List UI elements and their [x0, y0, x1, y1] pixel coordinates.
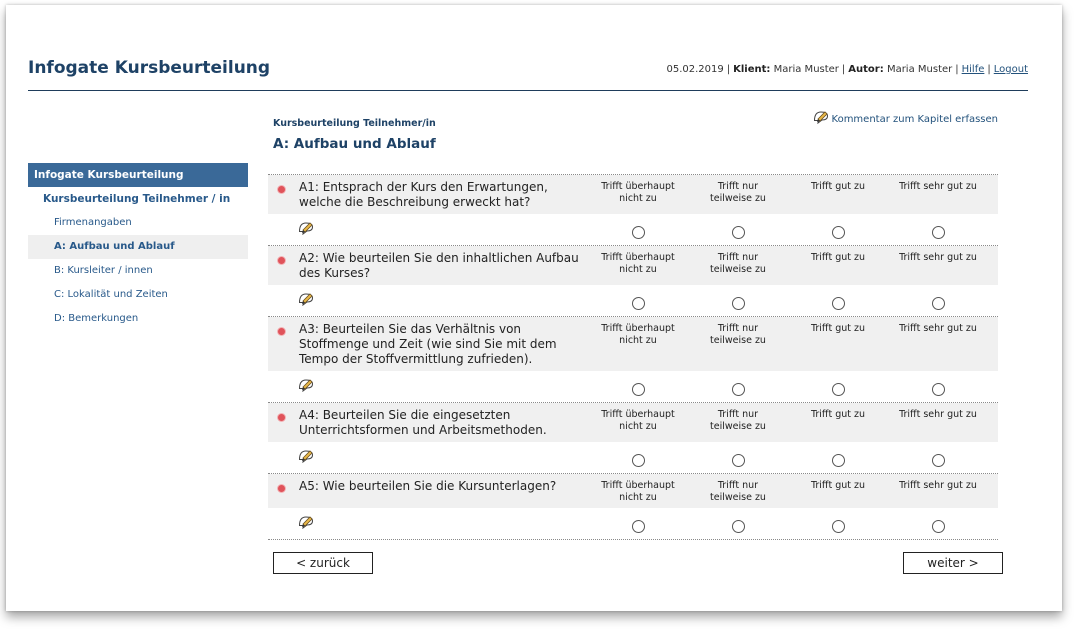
- rating-radio-1[interactable]: [632, 520, 645, 533]
- rating-radio-4[interactable]: [932, 454, 945, 467]
- comment-pencil-icon[interactable]: [298, 220, 315, 239]
- author-label: Autor:: [848, 64, 884, 75]
- rating-radio-3[interactable]: [832, 297, 845, 310]
- rating-radio-4[interactable]: [932, 520, 945, 533]
- rating-radio-3[interactable]: [832, 520, 845, 533]
- question-text-line: A4: Beurteilen Sie die eingesetzten: [299, 408, 511, 422]
- scale-label-1: Trifft überhaupt nicht zu: [601, 252, 675, 275]
- header: [28, 58, 1028, 91]
- scale-label-1: Trifft überhaupt nicht zu: [601, 323, 675, 346]
- scale-label-4: Trifft sehr gut zu: [899, 181, 977, 192]
- question-text-line: Unterrichtsformen und Arbeitsmethoden.: [299, 423, 547, 437]
- rating-radio-2[interactable]: [732, 383, 745, 396]
- question-a4: [268, 402, 998, 473]
- scale-label-2: Trifft nur teilweise zu: [710, 252, 766, 275]
- rating-radio-2[interactable]: [732, 226, 745, 239]
- client-name: Maria Muster: [773, 64, 839, 75]
- breadcrumb: Kursbeurteilung Teilnehmer/in: [273, 118, 436, 129]
- help-link[interactable]: Hilfe: [961, 64, 985, 75]
- required-bullet-icon: [278, 414, 285, 421]
- client-label: Klient:: [733, 64, 771, 75]
- question-a5: [268, 473, 998, 540]
- rating-radio-3[interactable]: [832, 383, 845, 396]
- rating-radio-1[interactable]: [632, 297, 645, 310]
- sidebar-item-bemerkungen[interactable]: D: Bemerkungen: [54, 313, 139, 324]
- comment-pencil-icon[interactable]: [298, 448, 315, 467]
- scale-label-2: Trifft nur teilweise zu: [710, 323, 766, 346]
- rating-radio-2[interactable]: [732, 454, 745, 467]
- app-title: Infogate Kursbeurteilung: [28, 58, 271, 78]
- scale-label-2: Trifft nur teilweise zu: [710, 181, 766, 204]
- sidebar-item-aufbau[interactable]: A: Aufbau und Ablauf: [28, 235, 248, 259]
- rating-radio-1[interactable]: [632, 383, 645, 396]
- rating-radio-4[interactable]: [932, 226, 945, 239]
- question-text-line: A5: Wie beurteilen Sie die Kursunterlagen?: [299, 479, 557, 493]
- sidebar-item-kursleiter[interactable]: B: Kursleiter / innen: [54, 265, 153, 276]
- required-bullet-icon: [278, 328, 285, 335]
- scale-label-4: Trifft sehr gut zu: [899, 480, 977, 491]
- logout-link[interactable]: Logout: [993, 64, 1028, 75]
- rating-radio-1[interactable]: [632, 226, 645, 239]
- top-info: 05.02.2019 | Klient: Maria Muster | Autor: Maria Muster | Hilfe | Logout: [666, 64, 1028, 75]
- chapter-comment-link[interactable]: [813, 110, 998, 127]
- sidebar-item-firmenangaben[interactable]: Firmenangaben: [54, 217, 132, 228]
- question-a2: [268, 245, 998, 316]
- chapter-comment-label: Kommentar zum Kapitel erfassen: [831, 114, 998, 125]
- scale-label-1: Trifft überhaupt nicht zu: [601, 480, 675, 503]
- question-text-line: Stoffmenge und Zeit (wie sind Sie mit dem: [299, 337, 557, 351]
- rating-radio-3[interactable]: [832, 454, 845, 467]
- author-name: Maria Muster: [886, 64, 953, 75]
- scale-label-3: Trifft gut zu: [810, 480, 866, 491]
- comment-pencil-icon[interactable]: [298, 291, 315, 310]
- back-button[interactable]: < zurück: [273, 552, 373, 574]
- sidebar-item-lokalitaet[interactable]: C: Lokalität und Zeiten: [54, 289, 168, 300]
- scale-label-2: Trifft nur teilweise zu: [710, 409, 766, 432]
- question-a1: [268, 174, 998, 245]
- scale-label-3: Trifft gut zu: [810, 252, 866, 263]
- required-bullet-icon: [278, 186, 285, 193]
- scale-label-1: Trifft überhaupt nicht zu: [601, 181, 675, 204]
- rating-radio-4[interactable]: [932, 297, 945, 310]
- question-a3: [268, 316, 998, 402]
- scale-label-3: Trifft gut zu: [810, 409, 866, 420]
- scale-label-3: Trifft gut zu: [810, 323, 866, 334]
- scale-label-1: Trifft überhaupt nicht zu: [601, 409, 675, 432]
- question-list: [268, 174, 998, 540]
- chapter-title: A: Aufbau und Ablauf: [273, 136, 436, 152]
- next-button[interactable]: weiter >: [903, 552, 1003, 574]
- rating-radio-4[interactable]: [932, 383, 945, 396]
- scale-label-4: Trifft sehr gut zu: [899, 252, 977, 263]
- required-bullet-icon: [278, 485, 285, 492]
- question-text-line: A2: Wie beurteilen Sie den inhaltlichen Aufbau: [299, 251, 579, 265]
- question-text-line: des Kurses?: [299, 266, 371, 280]
- question-text-line: A3: Beurteilen Sie das Verhältnis von: [299, 322, 522, 336]
- rating-radio-2[interactable]: [732, 520, 745, 533]
- rating-radio-2[interactable]: [732, 297, 745, 310]
- rating-radio-1[interactable]: [632, 454, 645, 467]
- scale-label-4: Trifft sehr gut zu: [899, 409, 977, 420]
- sidebar: [28, 163, 248, 331]
- sidebar-main[interactable]: Infogate Kursbeurteilung: [28, 163, 248, 187]
- scale-label-2: Trifft nur teilweise zu: [710, 480, 766, 503]
- required-bullet-icon: [278, 257, 285, 264]
- sidebar-sub[interactable]: Kursbeurteilung Teilnehmer / in: [43, 193, 231, 205]
- comment-pencil-icon[interactable]: [298, 514, 315, 533]
- scale-label-4: Trifft sehr gut zu: [899, 323, 977, 334]
- date: 05.02.2019: [666, 64, 724, 75]
- pencil-note-icon: [813, 110, 830, 127]
- comment-pencil-icon[interactable]: [298, 377, 315, 396]
- rating-radio-3[interactable]: [832, 226, 845, 239]
- question-text-line: Tempo der Stoffvermittlung zufrieden).: [299, 352, 533, 366]
- scale-label-3: Trifft gut zu: [810, 181, 866, 192]
- question-text-line: A1: Entsprach der Kurs den Erwartungen,: [299, 180, 548, 194]
- question-text-line: welche die Beschreibung erweckt hat?: [299, 195, 531, 209]
